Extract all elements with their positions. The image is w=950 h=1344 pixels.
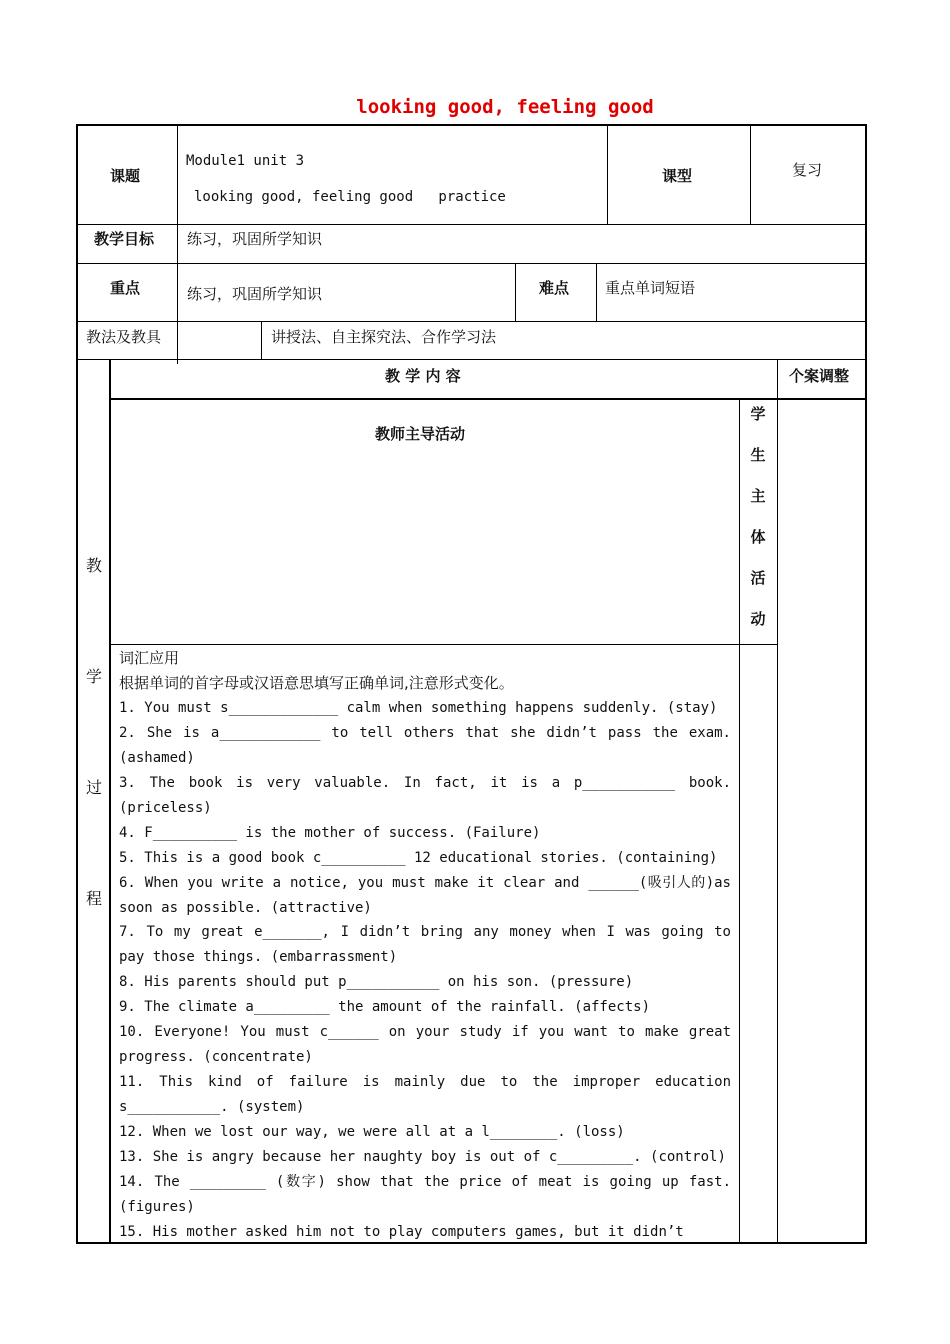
exercise-item: 14. The _________ (数字) show that the price of meat is going up fast. (figures) bbox=[119, 1174, 731, 1215]
method-value: 讲授法、自主探究法、合作学习法 bbox=[271, 328, 497, 346]
student-char: 体 bbox=[750, 528, 766, 546]
student-char: 动 bbox=[750, 610, 766, 628]
exercise-item: 2. She is a____________ to tell others that she didn’t pass the exam. (ashamed) bbox=[119, 724, 731, 766]
difficult-value: 重点单词短语 bbox=[605, 279, 696, 297]
exercise-item: 15. His mother asked him not to play computers games, but it didn’t bbox=[119, 1223, 684, 1240]
topic-label: 课题 bbox=[110, 167, 141, 185]
student-char: 学 bbox=[750, 405, 766, 423]
key-label: 重点 bbox=[110, 279, 141, 297]
type-value: 复习 bbox=[792, 161, 823, 179]
side-char: 学 bbox=[85, 667, 102, 686]
exercise-item: 11. This kind of failure is mainly due to the improper education s___________. (system) bbox=[119, 1074, 731, 1116]
exercise-item: 7. To my great e_______, I didn’t bring any money when I was going to pay those things. (embarrassment) bbox=[119, 924, 731, 966]
content-header: 教 学 内 容 bbox=[385, 367, 461, 385]
exercise-item: 12. When we lost our way, we were all at a l________. (loss) bbox=[119, 1124, 625, 1141]
topic-line1: Module1 unit 3 bbox=[186, 153, 305, 169]
side-char: 教 bbox=[85, 556, 102, 575]
side-char: 过 bbox=[85, 778, 102, 797]
exercise-item: 5. This is a good book c__________ 12 educational stories. (containing) bbox=[119, 849, 718, 866]
vocabulary-exercise bbox=[119, 646, 731, 1245]
student-char: 活 bbox=[750, 569, 766, 587]
type-label: 课型 bbox=[662, 167, 693, 185]
exercise-item: 3. The book is very valuable. In fact, it is a p___________ book. (priceless) bbox=[119, 774, 731, 816]
topic-line2: looking good, feeling good practice bbox=[194, 189, 506, 205]
exercise-item: 1. You must s_____________ calm when something happens suddenly. (stay) bbox=[119, 699, 718, 716]
exercise-item: 8. His parents should put p___________ on his son. (pressure) bbox=[119, 974, 634, 991]
exercise-item: 10. Everyone! You must c______ on your study if you want to make great progress. (concentrate) bbox=[119, 1024, 731, 1066]
exercise-item: 13. She is angry because her naughty boy is out of c_________. (control) bbox=[119, 1149, 726, 1166]
exercise-heading: 词汇应用 bbox=[119, 649, 180, 667]
difficult-label: 难点 bbox=[539, 279, 570, 297]
adjust-header: 个案调整 bbox=[789, 367, 850, 385]
student-char: 生 bbox=[750, 446, 766, 464]
method-label: 教法及教具 bbox=[86, 328, 162, 346]
exercise-item: 6. When you write a notice, you must make it clear and ______(吸引人的)as soon as possible. (attractive) bbox=[119, 874, 731, 916]
exercise-item: 9. The climate a_________ the amount of the rainfall. (affects) bbox=[119, 999, 651, 1016]
exercise-instruction: 根据单词的首字母或汉语意思填写正确单词,注意形式变化。 bbox=[119, 673, 514, 692]
exercise-item: 4. F__________ is the mother of success. (Failure) bbox=[119, 824, 541, 841]
side-char: 程 bbox=[85, 889, 102, 908]
goal-label: 教学目标 bbox=[94, 230, 155, 248]
key-value: 练习，巩固所学知识 bbox=[187, 285, 323, 303]
goal-value: 练习，巩固所学知识 bbox=[187, 230, 323, 248]
student-activity-label bbox=[748, 403, 768, 649]
student-char: 主 bbox=[750, 487, 766, 505]
teacher-activity-label: 教师主导活动 bbox=[375, 425, 466, 443]
document-title: looking good, feeling good bbox=[356, 96, 654, 118]
process-side-label bbox=[79, 553, 109, 997]
